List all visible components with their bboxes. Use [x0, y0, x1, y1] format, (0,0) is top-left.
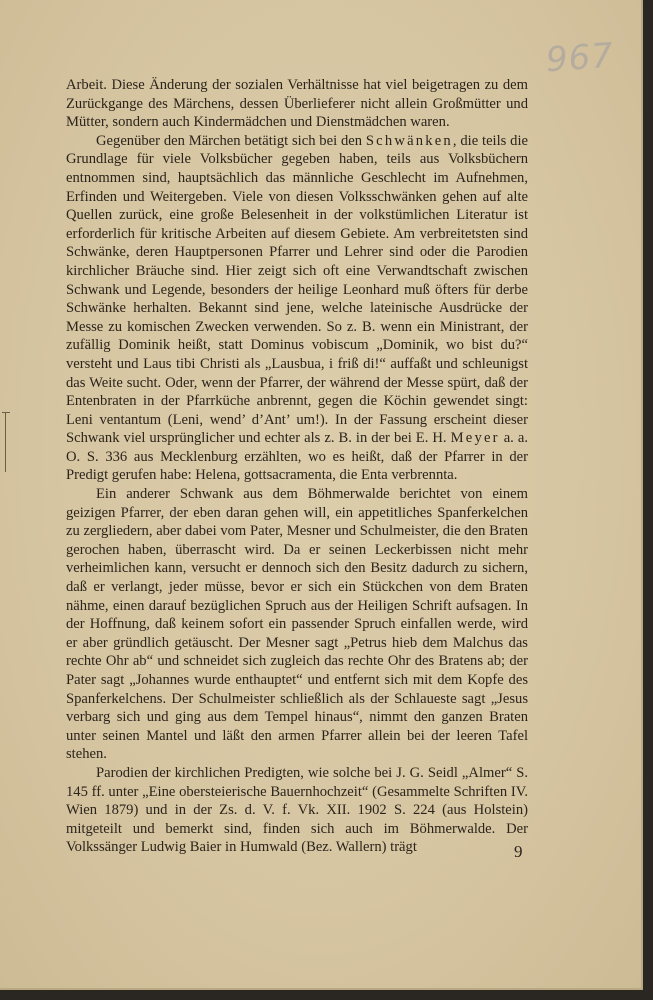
- paragraph-1: Arbeit. Diese Änderung der sozialen Verhältnisse hat viel beigetragen zu dem Zurückgange des Märchens, dessen Überlieferer nicht allein Großmütter und Mütter, sondern auch Kindermädchen und Dienstmädchen waren.: [66, 77, 528, 131]
- spaced-term-schwaenken: Schwänken: [365, 132, 453, 149]
- spaced-name-meyer: Meyer: [450, 430, 500, 447]
- paragraph-2-part-a: Gegenüber den Märchen betätigt sich bei den: [96, 132, 366, 149]
- paragraph-4: Parodien der kirchlichen Predigten, wie solche bei J. G. Seidl „Almer“ S. 145 ff. unter „Eine obersteierische Bauernhochzeit“ (Gesammelte Schriften IV. Wien 1879) und in der Zs. d. V. f. Vk. XII. 1902 S. 224 (aus Holstein) mitgeteilt und bemerkt sind, finden sich auch im Böhmerwalde. Der Volkssänger Ludwig Baier in Humwald (Bez. Wallern) trägt: [66, 764, 528, 856]
- page-number: 9: [514, 842, 523, 861]
- paragraph-2-part-c: a. a. O. S. 336 aus Mecklenburg erzählten, wo es heißt, daß der Pfarrer in der Predigt gerufen habe: Helena, gottsacramenta, die Enta verbrennta.: [66, 430, 528, 484]
- paragraph-2: [66, 132, 528, 485]
- margin-mark: [5, 412, 12, 472]
- handwritten-folio-number: 967: [544, 35, 616, 81]
- paragraph-2-part-b: , die teils die Grundlage für viele Volksbücher gegeben haben, teils aus Volksbüchern entnommen sind, hauptsächlich das männliche Geschlecht im Aufnehmen, Erfinden und Weitergeben. Viele von diesen Volksschwänken gehen auf alte Quellen zurück, eine große Belesenheit in der volkstümlichen Literatur ist erforderlich für kritische Arbeiten auf diesem Gebiete. Am verbreitetsten sind Schwänke, deren Hauptpersonen Pfarrer und Lehrer sind oder die Parodien kirchlicher Bräuche sind. Hier zeigt sich oft eine Verwandtschaft zwischen Schwank und Legende, besonders der heilige Leonhard muß öfters für derbe Schwänke herhalten. Bekannt sind jene, welche lateinische Ausdrücke der Messe zu komischen Zwecken verwenden. So z. B. wenn ein Ministrant, der zufällig Dominik heißt, statt Dominus vobiscum „Dominik, wo bist du?“ versteht und Laus tibi Christi als „Lausbua, i friß di!“ auffaßt und schleunigst das Weite sucht. Oder, wenn der Pfarrer, der während der Messe spürt, daß der Entenbraten in der Pfarrküche anbrennt, gegen die Köchin gewendet singt: Leni ventantum (Leni, wend’ d’Ant’ um!). In der Fassung erscheint dieser Schwank viel ursprünglicher und echter als z. B. in der bei E. H.: [66, 132, 528, 447]
- body-text: [66, 76, 528, 857]
- paragraph-3: Ein anderer Schwank aus dem Böhmerwalde berichtet von einem geizigen Pfarrer, der eben daran gehen will, ein appetitliches Spanferkelchen zu zergliedern, aber dabei vom Pater, Mesner und Schulmeister, die den Braten gerochen haben, überrascht wird. Da er seinen Leckerbissen nicht mehr verheimlichen kann, versucht er dennoch sich den Besitz dadurch zu sichern, daß er verlangt, jeder müsse, bevor er sich ein Stückchen von dem Braten nähme, einen darauf bezüglichen Spruch aus der Heiligen Schrift aufsagen. In der Hoffnung, daß keinem sofort ein passender Spruch einfallen werde, wird er aber gründlich getäuscht. Der Mesner sagt „Petrus hieb dem Malchus das rechte Ohr ab“ und schneidet sich zugleich das rechte Ohr des Bratens ab; der Pater sagt „Johannes wurde enthauptet“ und entfernt sich mit dem Kopfe des Spanferkelchens. Der Schulmeister schließlich als der Schlaueste sagt „Jesus verbarg sich und ging aus dem Tempel hinaus“, nimmt den ganzen Braten unter seinen Mantel und läßt den armen Pfarrer allein bei der leeren Tafel stehen.: [66, 486, 528, 763]
